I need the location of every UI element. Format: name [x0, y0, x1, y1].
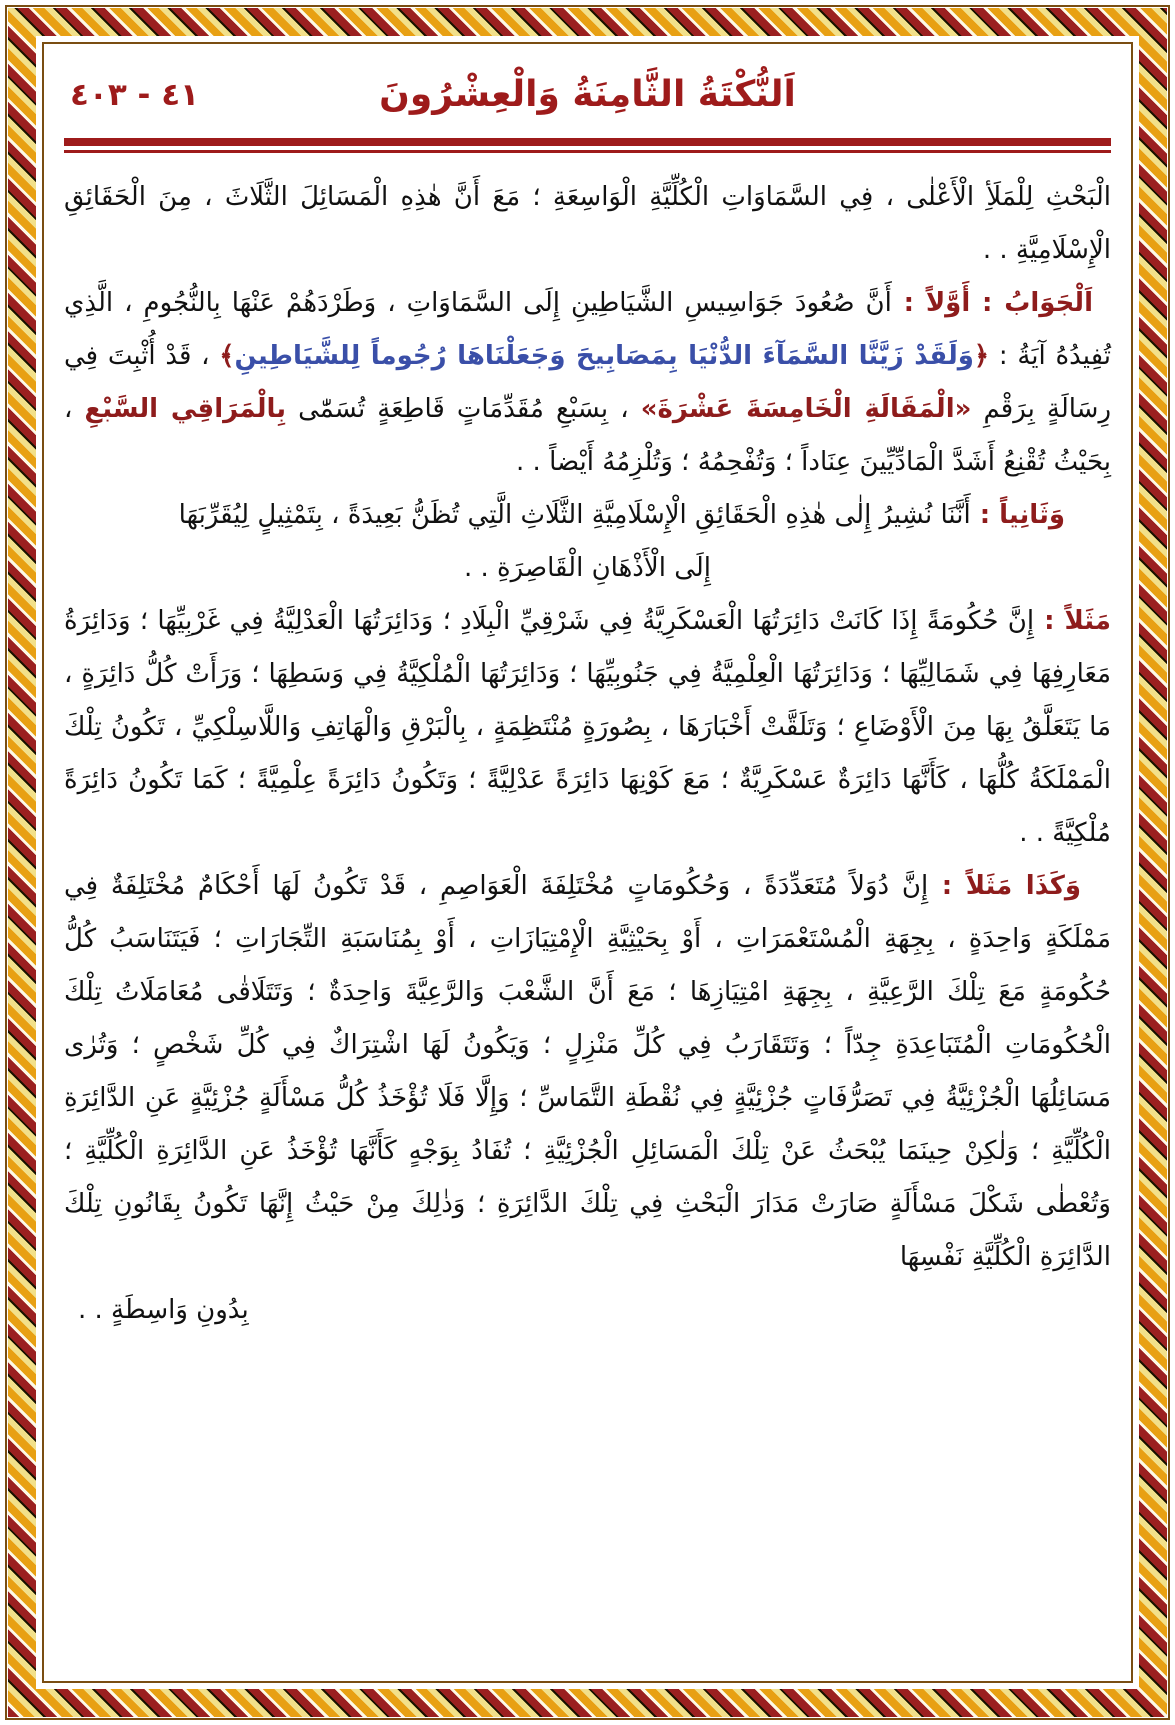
body-text-run: إِنَّ حُكُومَةً إِذَا كَانَتْ دَائِرَتُهَا الْعَسْكَرِيَّةُ فِي شَرْقِيِّ الْبِلَادِ ؛ وَدَائِرَتُهَا الْعَدْلِيَّةُ فِي غَرْبِيِّهَا ؛ وَدَائِرَةُ مَعَارِفِهَا فِي شَمَالِيِّهَا ؛ وَدَائِرَتُهَا الْعِلْمِيَّةُ فِي جَنُوبِيِّهَا ؛ وَدَائِرَتُهَا الْمُلْكِيَّةُ فِي وَسَطِهَا ؛ وَرَأَتْ كُلُّ دَائِرَةٍ ، مَا يَتَعَلَّقُ بِهَا مِنَ الْأَوْضَاعِ ؛ وَتَلَقَّتْ أَخْبَارَهَا ، بِصُورَةٍ مُنْتَظِمَةٍ ، بِالْبَرْقِ وَالْهَاتِفِ وَاللَّاسِلْكِيِّ ، تَكُونُ تِلْكَ الْمَمْلَكَةُ كُلُّهَا ، كَأَنَّهَا دَائِرَةٌ عَسْكَرِيَّةٌ ؛ مَعَ كَوْنِهَا دَائِرَةً عَدْلِيَّةً ؛ وَتَكُونُ دَائِرَةً عِلْمِيَّةً ؛ كَمَا تَكُونُ دَائِرَةً مُلْكِيَّةً . . — [64, 606, 1111, 848]
paragraph-answer-second — [64, 489, 1111, 542]
paragraph-answer-second-tail: إِلَى الْأَذْهَانِ الْقَاصِرَةِ . . — [463, 553, 712, 583]
verse-bracket-ornament: ﴾ — [219, 341, 235, 371]
paragraph-example-government — [64, 595, 1111, 860]
body-text-run: إِنَّ دُوَلاً مُتَعَدِّدَةً ، وَحُكُومَاتٍ مُخْتَلِفَةَ الْعَوَاصِمِ ، قَدْ تَكُونُ لَهَا أَحْكَامٌ مُخْتَلِفَةٌ فِي مَمْلَكَةٍ وَاحِدَةٍ ، بِجِهَةِ الْمُسْتَعْمَرَاتِ ، أَوْ بِحَيْثِيَّةِ الْإِمْتِيَازَاتِ ، أَوْ بِمُنَاسَبَةِ التِّجَارَاتِ ؛ فَيَتَنَاسَبُ كُلُّ حُكُومَةٍ مَعَ تِلْكَ الرَّعِيَّةِ ، بِجِهَةِ امْتِيَازِهَا ؛ مَعَ أَنَّ الشَّعْبَ وَالرَّعِيَّةَ وَاحِدَةٌ ؛ وَتَتَلَاقٰى مُعَامَلَاتُ تِلْكَ الْحُكُومَاتِ الْمُتَبَاعِدَةِ جِدّاً ؛ وَتَتَقَارَبُ فِي كُلِّ مَنْزِلٍ ؛ وَيَكُونُ لَهَا اشْتِرَاكٌ فِي كُلِّ شَخْصٍ ؛ وَتُرٰى مَسَائِلُهَا الْجُزْئِيَّةُ فِي تَصَرُّفَاتٍ جُزْئِيَّةٍ فِي نُقْطَةِ التَّمَاسِّ ؛ وَإِلَّا فَلَا تُؤْخَذُ كُلُّ مَسْأَلَةٍ جُزْئِيَّةٍ عَنِ الدَّائِرَةِ الْكُلِّيَّةِ ؛ وَلٰكِنْ حِينَمَا يُبْحَثُ عَنْ تِلْكَ الْمَسَائِلِ الْجُزْئِيَّةِ ؛ تُفَادُ بِوَجْهٍ كَأَنَّهَا تُؤْخَذُ عَنِ الدَّائِرَةِ الْكُلِّيَّةِ ؛ وَتُعْطٰى شَكْلَ مَسْأَلَةٍ صَارَتْ مَدَارَ الْبَحْثِ فِي تِلْكَ الدَّائِرَةِ ؛ وَذٰلِكَ مِنْ حَيْثُ إِنَّهَا تَكُونُ بِقَانُونِ تِلْكَ الدَّائِرَةِ الْكُلِّيَّةِ نَفْسِهَا — [64, 871, 1111, 1272]
emphasis-keyword: «الْمَقَالَةِ الْخَامِسَةَ عَشْرَةَ» — [640, 394, 972, 424]
emphasis-keyword: اَلْجَوَابُ : أَوَّلاً : — [891, 288, 1093, 318]
body-text-run: ، بِحَيْثُ تُقْنِعُ أَشَدَّ الْمَادِّيِّينَ عِنَاداً ؛ وَتُفْحِمُهُ ؛ وَتُلْزِمُهُ أَيْضاً . . — [64, 394, 1111, 477]
body-text-run: أَنَّ صُعُودَ جَوَاسِيسِ الشَّيَاطِينِ إِلَى السَّمَاوَاتِ ، وَطَرْدَهُمْ عَنْهَا بِالنُّجُومِ ، الَّذِي تُفِيدُهُ آيَةُ : — [64, 288, 1111, 371]
body-text-run: أَنَّنَا نُشِيرُ إِلٰى هٰذِهِ الْحَقَائِقِ الْإِسْلَامِيَّةِ الثَّلَاثِ الَّتِي تُظَنُّ بَعِيدَةً ، بِتَمْثِيلٍ لِيُقَرِّبَهَا — [178, 500, 971, 530]
emphasis-keyword: مَثَلاً : — [1034, 606, 1111, 636]
divider-thick-line — [64, 138, 1111, 146]
page-number: ٤١ - ٤٠٣ — [70, 77, 200, 113]
divider-thin-line — [64, 150, 1111, 153]
body-text-run: ، قَدْ أُثْبِتَ فِي رِسَالَةٍ بِرَقْمِ — [64, 341, 1112, 424]
body-text-block — [64, 171, 1111, 1337]
verse-bracket-ornament: ﴿ — [973, 341, 990, 371]
paragraph-example-states-tail: بِدُونِ وَاسِطَةٍ . . — [78, 1295, 249, 1325]
page-content — [64, 62, 1111, 1681]
page-header — [64, 62, 1111, 128]
paragraph-example-states — [64, 860, 1111, 1284]
body-text-run: الْبَحْثِ لِلْمَلَأِ الْأَعْلٰى ، فِي السَّمَاوَاتِ الْكُلِّيَّةِ الْوَاسِعَةِ ؛ مَعَ أَنَّ هٰذِهِ الْمَسَائِلَ الثَّلَاثَ ، مِنَ الْحَقَائِقِ الْإِسْلَامِيَّةِ . . — [64, 182, 1111, 265]
header-divider — [64, 138, 1111, 153]
paragraph-intro-continuation — [64, 171, 1111, 277]
emphasis-keyword: وَثَانِياً : — [970, 500, 1065, 530]
emphasis-keyword: بِالْمَرَاقِي السَّبْعِ — [84, 394, 286, 424]
body-text-run: ، بِسَبْعِ مُقَدِّمَاتٍ قَاطِعَةٍ تُسَمّٰى — [286, 394, 641, 424]
paragraph-answer-first — [64, 277, 1111, 489]
quran-verse-text: وَلَقَدْ زَيَّنَّا السَّمَآءَ الدُّنْيَا بِمَصَابِيحَ وَجَعَلْنَاهَا رُجُوماً لِلشَّيَاطِينِ — [234, 341, 974, 371]
emphasis-keyword: وَكَذَا مَثَلاً : — [928, 871, 1081, 901]
page-title: اَلنُّكْتَةُ الثَّامِنَةُ وَالْعِشْرُونَ — [379, 74, 796, 115]
